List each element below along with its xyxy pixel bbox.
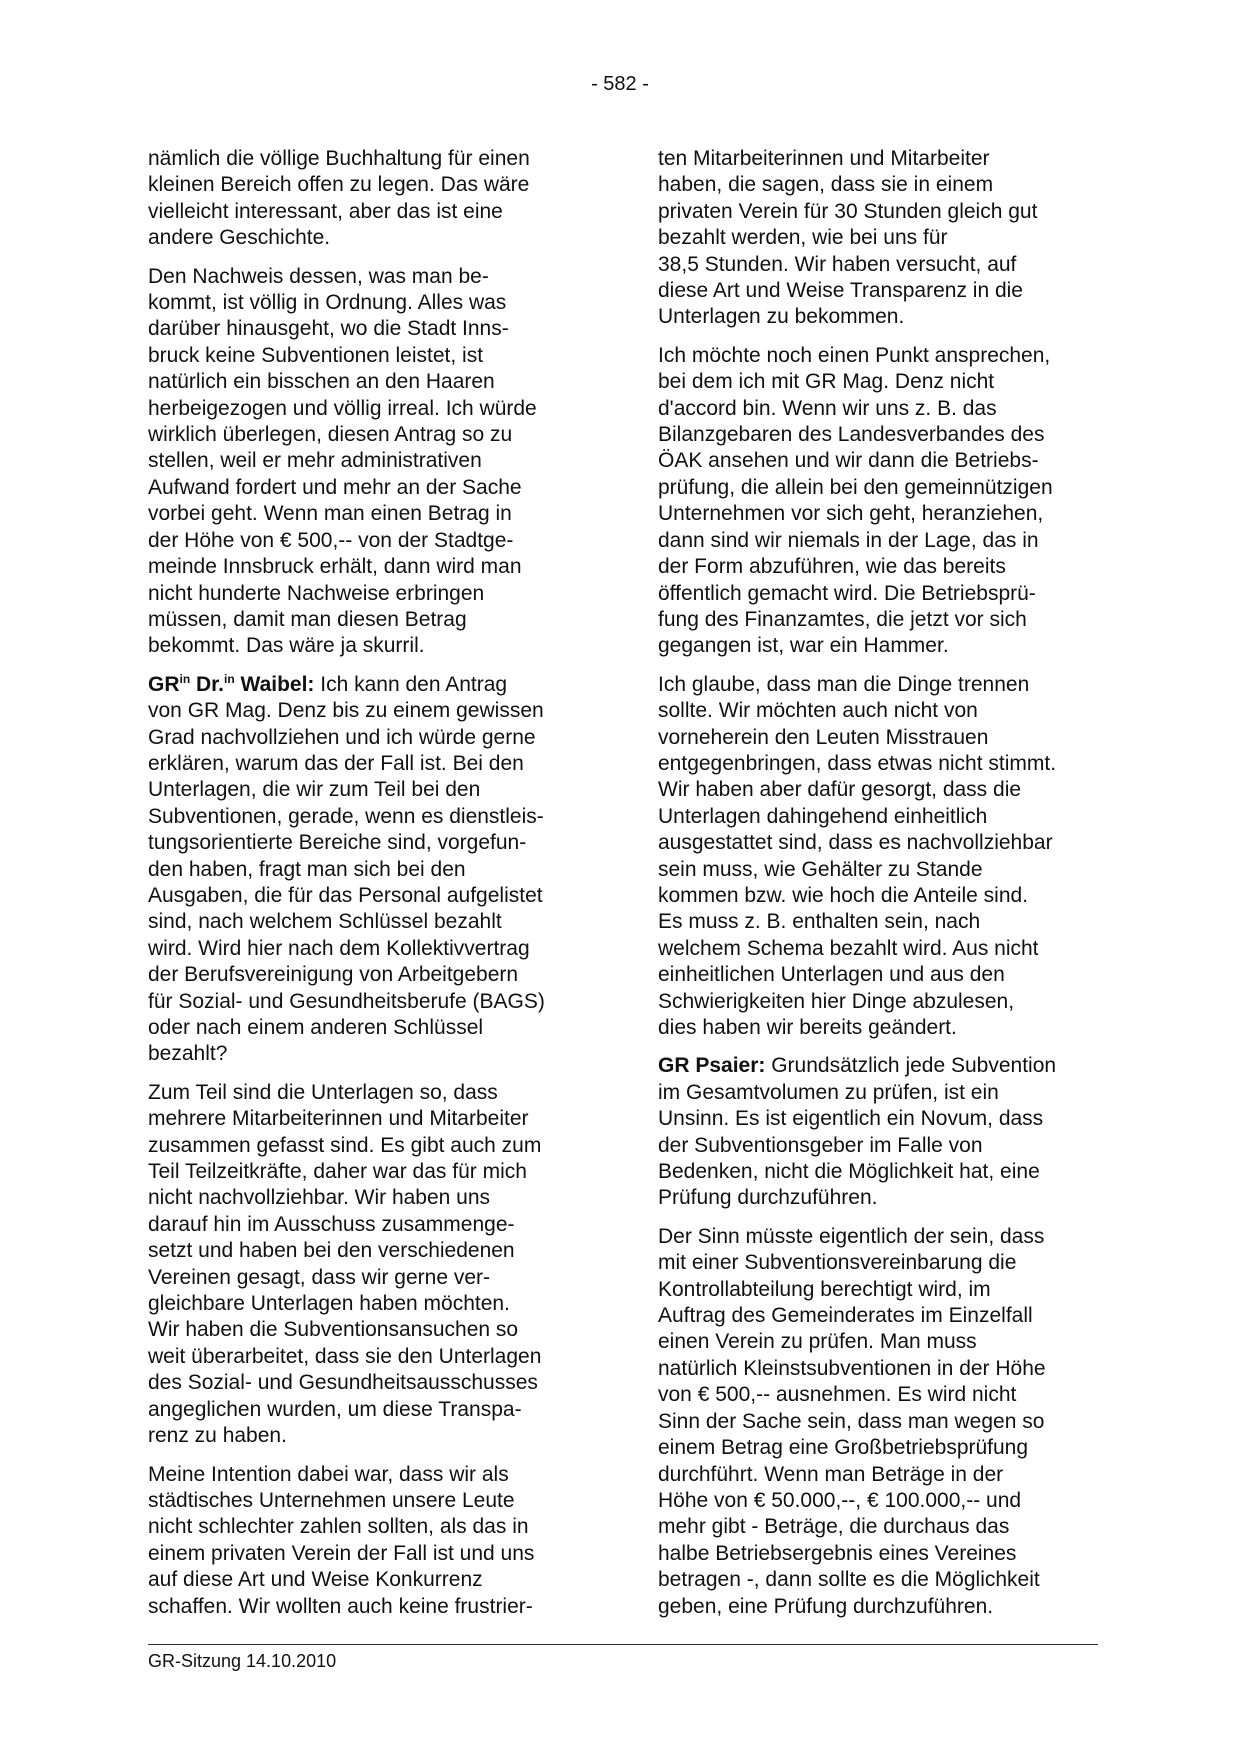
text-line: vorbei geht. Wenn man einen Betrag in	[148, 502, 512, 526]
text-line: einheitlichen Unterlagen und aus den	[658, 963, 1005, 987]
text-line: Wir haben die Subventionsansuchen so	[148, 1318, 519, 1342]
text-line: von GR Mag. Denz bis zu einem gewissen	[148, 699, 544, 723]
speech-start: Grundsätzlich jede Subvention	[765, 1054, 1057, 1078]
text-line: Teil Teilzeitkräfte, daher war das für mich	[148, 1160, 527, 1184]
text-line: diese Art und Weise Transparenz in die	[658, 279, 1023, 303]
text-line: bezahlt werden, wie bei uns für	[658, 226, 948, 250]
text-line: Ich glaube, dass man die Dinge trennen	[658, 672, 1030, 696]
text-line: Der Sinn müsste eigentlich der sein, dass	[658, 1224, 1045, 1248]
text-line: im Gesamtvolumen zu prüfen, ist ein	[658, 1080, 999, 1104]
text-line: geben, eine Prüfung durchzuführen.	[658, 1594, 994, 1618]
text-line: der Form abzuführen, wie das bereits	[658, 555, 1006, 579]
text-line: mehrere Mitarbeiterinnen und Mitarbeiter	[148, 1107, 529, 1131]
text-line: betragen -, dann sollte es die Möglichkeit	[658, 1568, 1040, 1592]
text-line: Grad nachvollziehen und ich würde gerne	[148, 725, 536, 749]
text-line: kommt, ist völlig in Ordnung. Alles was	[148, 291, 507, 315]
text-line: sollte. Wir möchten auch nicht von	[658, 699, 978, 723]
paragraph	[148, 1080, 608, 1450]
text-line: Prüfung durchzuführen.	[658, 1186, 878, 1210]
text-line: dann sind wir niemals in der Lage, das in	[658, 528, 1039, 552]
text-line: nicht hunderte Nachweise erbringen	[148, 581, 485, 605]
text-line: Wir haben aber dafür gesorgt, dass die	[658, 778, 1022, 802]
text-line: nämlich die völlige Buchhaltung für einen	[148, 147, 530, 170]
footer-divider	[148, 1644, 1098, 1645]
paragraph	[658, 1053, 1118, 1211]
text-line: nicht nachvollziehbar. Wir haben uns	[148, 1186, 491, 1210]
text-line: nicht schlechter zahlen sollten, als das in	[148, 1515, 529, 1539]
text-line: fung des Finanzamtes, die jetzt vor sich	[658, 607, 1027, 631]
footer-session-date: GR-Sitzung 14.10.2010	[148, 1651, 337, 1671]
text-line: Sinn der Sache sein, dass man wegen so	[658, 1409, 1045, 1433]
text-line: natürlich ein bisschen an den Haaren	[148, 370, 495, 394]
text-line: sein muss, wie Gehälter zu Stande	[658, 857, 983, 881]
text-line: natürlich Kleinstsubventionen in der Höhe	[658, 1356, 1046, 1380]
text-line: sind, nach welchem Schlüssel bezahlt	[148, 910, 502, 934]
text-line: privaten Verein für 30 Stunden gleich gut	[658, 199, 1038, 223]
text-line: Meine Intention dabei war, dass wir als	[148, 1462, 509, 1486]
text-line: gegangen ist, war ein Hammer.	[658, 634, 949, 658]
text-line: schaffen. Wir wollten auch keine frustrier-	[148, 1594, 533, 1618]
text-line: kleinen Bereich offen zu legen. Das wäre	[148, 173, 530, 197]
text-line: entgegenbringen, dass etwas nicht stimmt.	[658, 751, 1057, 775]
text-line: Auftrag des Gemeinderates im Einzelfall	[658, 1304, 1033, 1328]
text-line: kommen bzw. wie hoch die Anteile sind.	[658, 883, 1029, 907]
text-line: meinde Innsbruck erhält, dann wird man	[148, 555, 522, 579]
text-line: Aufwand fordert und mehr an der Sache	[148, 475, 522, 499]
text-line: darauf hin im Ausschuss zusammenge-	[148, 1212, 515, 1236]
text-line: für Sozial- und Gesundheitsberufe (BAGS)	[148, 989, 545, 1013]
text-line: einem Betrag eine Großbetriebsprüfung	[658, 1436, 1029, 1460]
text-line: stellen, weil er mehr administrativen	[148, 449, 482, 473]
text-line: Unterlagen zu bekommen.	[658, 305, 905, 329]
text-line: prüfung, die allein bei den gemeinnützigen	[658, 475, 1053, 499]
text-line: wirklich überlegen, diesen Antrag so zu	[148, 423, 513, 447]
text-line: der Berufsvereinigung von Arbeitgebern	[148, 963, 519, 987]
text-line: Schwierigkeiten hier Dinge abzulesen,	[658, 989, 1015, 1013]
text-line: vielleicht interessant, aber das ist eine	[148, 199, 503, 223]
text-line: einem privaten Verein der Fall ist und uns	[148, 1541, 535, 1565]
text-line: Unterlagen dahingehend einheitlich	[658, 804, 988, 828]
text-line: Ausgaben, die für das Personal aufgelistet	[148, 883, 543, 907]
text-line: oder nach einem anderen Schlüssel	[148, 1016, 484, 1039]
text-line: Bedenken, nicht die Möglichkeit hat, eine	[658, 1160, 1040, 1184]
text-line: dies haben wir bereits geändert.	[658, 1016, 957, 1039]
speech-start: Ich kann den Antrag	[314, 672, 508, 696]
text-line: Unsinn. Es ist eigentlich ein Novum, dass	[658, 1107, 1044, 1131]
text-line: welchem Schema bezahlt wird. Aus nicht	[658, 936, 1039, 960]
speaker-surname: Waibel:	[234, 672, 315, 696]
text-line: einen Verein zu prüfen. Man muss	[658, 1330, 977, 1354]
text-line: Subventionen, gerade, wenn es dienstleis-	[148, 804, 544, 828]
text-line: mit einer Subventionsvereinbarung die	[658, 1251, 1017, 1275]
text-line: Zum Teil sind die Unterlagen so, dass	[148, 1080, 498, 1104]
text-line: müssen, damit man diesen Betrag	[148, 607, 467, 631]
text-line: ÖAK ansehen und wir dann die Betriebs-	[658, 449, 1039, 473]
paragraph	[148, 264, 608, 660]
text-line: haben, die sagen, dass sie in einem	[658, 173, 994, 197]
text-line: auf diese Art und Weise Konkurrenz	[148, 1568, 483, 1592]
text-line: 38,5 Stunden. Wir haben versucht, auf	[658, 252, 1017, 276]
text-line: den haben, fragt man sich bei den	[148, 857, 466, 881]
text-line: Kontrollabteilung berechtigt wird, im	[658, 1277, 991, 1301]
text-line: ausgestattet sind, dass es nachvollziehbar	[658, 831, 1053, 855]
left-column	[148, 146, 608, 1632]
text-line: zusammen gefasst sind. Es gibt auch zum	[148, 1133, 542, 1157]
text-line: städtisches Unternehmen unsere Leute	[148, 1488, 515, 1512]
text-line: Den Nachweis dessen, was man be-	[148, 264, 489, 288]
speaker-title: GR	[148, 672, 180, 696]
speaker-degree-suffix: in	[224, 671, 235, 686]
paragraph	[658, 146, 1118, 331]
text-line: weit überarbeitet, dass sie den Unterlagen	[148, 1344, 542, 1368]
speaker-title-suffix: in	[179, 671, 191, 686]
paragraph	[148, 672, 608, 1068]
text-line: angeglichen wurden, um diese Transpa-	[148, 1397, 522, 1421]
text-line: Vereinen gesagt, dass wir gerne ver-	[148, 1265, 491, 1289]
text-line: halbe Betriebsergebnis eines Vereines	[658, 1541, 1017, 1565]
speaker-degree: Dr.	[190, 672, 225, 696]
text-line: darüber hinausgeht, wo die Stadt Inns-	[148, 317, 509, 341]
text-line: setzt und haben bei den verschiedenen	[148, 1239, 515, 1263]
paragraph	[148, 1462, 608, 1620]
text-line: des Sozial- und Gesundheitsausschusses	[148, 1371, 538, 1395]
text-line: mehr gibt - Beträge, die durchaus das	[658, 1515, 1010, 1539]
speaker-name: GR Psaier:	[658, 1054, 766, 1078]
text-line: bruck keine Subventionen leistet, ist	[148, 343, 484, 367]
speaker-name	[148, 673, 314, 696]
text-line: der Höhe von € 500,-- von der Stadtge-	[148, 528, 514, 552]
text-line: wird. Wird hier nach dem Kollektivvertrag	[148, 936, 530, 960]
paragraph	[148, 146, 608, 252]
paragraph	[658, 1224, 1118, 1620]
text-line: vorneherein den Leuten Misstrauen	[658, 725, 989, 749]
right-column	[658, 146, 1118, 1632]
text-line: von € 500,-- ausnehmen. Es wird nicht	[658, 1383, 1017, 1407]
paragraph	[658, 672, 1118, 1042]
text-line: Unterlagen, die wir zum Teil bei den	[148, 778, 481, 802]
text-line	[658, 1053, 1118, 1079]
text-line: ten Mitarbeiterinnen und Mitarbeiter	[658, 147, 990, 170]
text-line: Es muss z. B. enthalten sein, nach	[658, 910, 981, 934]
text-line: Unternehmen vor sich geht, heranziehen,	[658, 502, 1044, 526]
text-line: öffentlich gemacht wird. Die Betriebsprü-	[658, 581, 1036, 605]
text-line: herbeigezogen und völlig irreal. Ich würde	[148, 396, 537, 420]
text-line: gleichbare Unterlagen haben möchten.	[148, 1292, 510, 1316]
text-line: durchführt. Wenn man Beträge in der	[658, 1462, 1004, 1486]
text-line: bezahlt?	[148, 1042, 228, 1066]
text-line: der Subventionsgeber im Falle von	[658, 1133, 983, 1157]
text-line: renz zu haben.	[148, 1424, 287, 1448]
text-line	[148, 672, 608, 698]
text-line: erklären, warum das der Fall ist. Bei den	[148, 751, 524, 775]
text-line: Ich möchte noch einen Punkt ansprechen,	[658, 343, 1051, 367]
text-line: d'accord bin. Wenn wir uns z. B. das	[658, 396, 997, 420]
text-line: bei dem ich mit GR Mag. Denz nicht	[658, 370, 995, 394]
paragraph	[658, 343, 1118, 660]
text-line: tungsorientierte Bereiche sind, vorgefun-	[148, 831, 527, 855]
text-line: andere Geschichte.	[148, 226, 331, 250]
text-line: Höhe von € 50.000,--, € 100.000,-- und	[658, 1488, 1022, 1512]
text-line: Bilanzgebaren des Landesverbandes des	[658, 423, 1045, 447]
text-line: bekommt. Das wäre ja skurril.	[148, 634, 425, 658]
page-number: - 582 -	[591, 73, 649, 95]
